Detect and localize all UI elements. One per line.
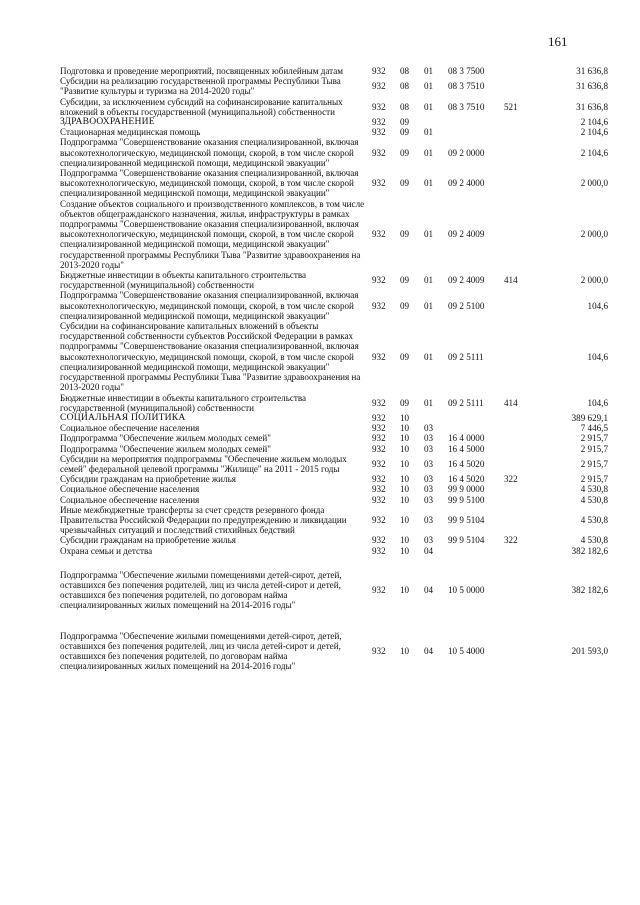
subsection-code: 03 [424,458,434,469]
amount: 2 104,6 [580,117,608,128]
table-row [60,137,608,168]
table-row [60,484,608,494]
section-code: 10 [400,443,410,454]
row-description: СОЦИАЛЬНАЯ ПОЛИТИКА [60,411,186,423]
table-row [60,444,608,454]
section-code: 09 [400,117,410,128]
ministry-code: 932 [372,81,386,92]
row-description: Субсидии на мероприятия подпрограммы "Обеспечение жильем молодых семей" федеральной целевой программы "Жилище" на 2011 - 2015 годы [60,453,347,474]
row-description: Стационарная медицинская помощь [60,127,201,138]
budget-table [60,66,608,671]
subsection-code: 01 [424,101,434,112]
expense-type-code: 322 [504,535,518,546]
amount: 2 000,0 [580,275,608,286]
amount: 2 104,6 [580,127,608,138]
amount: 2 915,7 [580,474,608,485]
page-number: 161 [548,34,568,49]
row-description: Подпрограмма "Обеспечение жилыми помещениями детей-сирот, детей, оставшихся без попечения родителей, лиц из числа детей-сирот и детей, оставшихся без попечения родителей, по договорам найма специализированных жилых помещений на 2014-2016 годы" [60,630,342,672]
ministry-code: 932 [372,147,386,158]
subsection-code: 01 [424,229,434,240]
section-code: 09 [400,275,410,286]
ministry-code: 932 [372,535,386,546]
table-row [60,199,608,270]
section-code: 10 [400,645,410,656]
row-description: Бюджетные инвестиции в объекты капитального строительства государственной (муниципальной) собственности [60,270,307,291]
row-description: Субсидии, за исключением субсидий на софинансирование капитальных вложений в объекты государственной (муниципальной) собственности [60,96,343,117]
target-article-code: 09 2 0000 [448,147,485,158]
subsection-code: 01 [424,397,434,408]
row-description: ЗДРАВООХРАНЕНИЕ [60,116,155,128]
subsection-code: 01 [424,147,434,158]
amount: 104,6 [587,300,608,311]
row-description: Социальное обеспечение населения [60,423,200,434]
ministry-code: 932 [372,412,386,423]
amount: 2 915,7 [580,433,608,444]
amount: 2 104,6 [580,147,608,158]
amount: 4 530,8 [580,484,608,495]
ministry-code: 932 [372,645,386,656]
expense-type-code: 521 [504,101,518,112]
target-article-code: 10 5 4000 [448,645,485,656]
amount: 382 182,6 [571,545,608,556]
subsection-code: 04 [424,585,434,596]
ministry-code: 932 [372,117,386,128]
row-description: Подпрограмма "Обеспечение жилыми помещениями детей-сирот, детей, оставшихся без попечения родителей, лиц из числа детей-сирот и детей, оставшихся без попечения родителей, по договорам найма специализированных жилых помещений на 2014-2016 годы" [60,569,342,611]
expense-type-code: 414 [504,275,518,286]
row-description: Подпрограмма "Совершенствование оказания специализированной, включая высокотехнологическую, медицинской помощи, скорой, в том числе скорой специализированной медицинской помощи, медицинской эвакуации" [60,137,359,168]
section-code: 10 [400,474,410,485]
section-code: 10 [400,585,410,596]
table-row [60,168,608,199]
ministry-code: 932 [372,423,386,434]
expense-type-code: 322 [504,474,518,485]
row-description: Охрана семьи и детства [60,545,153,556]
table-row [60,505,608,536]
row-description: Подпрограмма "Обеспечение жильем молодых семей" [60,443,271,454]
section-code: 10 [400,433,410,444]
ministry-code: 932 [372,300,386,311]
section-code: 09 [400,300,410,311]
subsection-code: 03 [424,474,434,485]
row-description: Подготовка и проведение мероприятий, посвященных юбилейным датам [60,66,344,76]
row-description: Создание объектов социального и производственного комплексов, в том числе объектов общегражданского назначения, жилья, инфраструктуры в рамках подпрограммы "Совершенствование оказания специализированной, включая высокотехнологическую, медицинской помощи, скорой, в том числе скорой специализированной медицинской помощи, медицинской эвакуации" государственной программы Республики Тыва "Развитие здравоохранения на 2013-2020 годы" [60,198,365,270]
target-article-code: 99 9 5100 [448,494,485,505]
amount: 104,6 [587,397,608,408]
row-description: Субсидии гражданам на приобретение жилья [60,474,236,485]
ministry-code: 932 [372,433,386,444]
table-row [60,454,608,474]
target-article-code: 09 2 5111 [448,351,484,362]
subsection-code: 03 [424,494,434,505]
ministry-code: 932 [372,66,386,76]
ministry-code: 932 [372,127,386,138]
row-description: Иные межбюджетные трансферты за счет средств резервного фонда Правительства Российской Федерации по предупреждению и ликвидации чрезвычайных ситуаций и последствий стихийных бедствий [60,504,347,536]
target-article-code: 99 9 5104 [448,535,485,546]
target-article-code: 08 3 7510 [448,81,485,92]
section-code: 10 [400,494,410,505]
ministry-code: 932 [372,443,386,454]
target-article-code: 16 4 5020 [448,474,485,485]
amount: 31 636,8 [576,66,608,76]
table-row [60,413,608,423]
section-code: 10 [400,514,410,525]
section-code: 10 [400,545,410,556]
table-row [60,535,608,545]
section-code: 10 [400,458,410,469]
amount: 389 629,1 [571,412,608,423]
target-article-code: 16 4 5020 [448,458,485,469]
target-article-code: 99 9 5104 [448,514,485,525]
target-article-code: 16 4 5000 [448,443,485,454]
ministry-code: 932 [372,351,386,362]
expense-type-code: 414 [504,397,518,408]
row-description: Подпрограмма "Совершенствование оказания специализированной, включая высокотехнологическую, медицинской помощи, скорой, в том числе скорой специализированной медицинской помощи, медицинской эвакуации" [60,290,359,321]
ministry-code: 932 [372,458,386,469]
ministry-code: 932 [372,474,386,485]
row-description: Субсидии на софинансирование капитальных вложений в объекты государственной собственности субъектов Российской Федерации в рамках подпрограммы "Совершенствование оказания специализированной, включая высокотехнологическую, медицинской помощи, скорой, в том числе скорой специализированной медицинской помощи, медицинской эвакуации" государственной программы Республики Тыва "Развитие здравоохранения на 2013-2020 годы" [60,321,361,393]
ministry-code: 932 [372,397,386,408]
subsection-code: 01 [424,127,434,138]
table-row [60,270,608,290]
table-row [60,433,608,443]
row-description: Бюджетные инвестиции в объекты капитального строительства государственной (муниципальной) собственности [60,392,307,413]
section-code: 08 [400,66,410,76]
ministry-code: 932 [372,494,386,505]
amount: 2 000,0 [580,229,608,240]
table-row [60,631,608,672]
table-row [60,76,608,96]
table-row [60,570,608,611]
subsection-code: 03 [424,535,434,546]
subsection-code: 01 [424,275,434,286]
ministry-code: 932 [372,275,386,286]
amount: 7 446,5 [580,423,608,434]
subsection-code: 01 [424,300,434,311]
target-article-code: 09 2 4009 [448,229,485,240]
target-article-code: 08 3 7500 [448,66,485,76]
ministry-code: 932 [372,484,386,495]
row-description: Социальное обеспечение населения [60,484,200,495]
section-code: 08 [400,81,410,92]
table-row [60,127,608,137]
row-description: Социальное обеспечение населения [60,494,200,505]
subsection-code: 03 [424,433,434,444]
row-description: Субсидии гражданам на приобретение жилья [60,535,236,546]
section-code: 09 [400,229,410,240]
section-code: 10 [400,535,410,546]
amount: 2 915,7 [580,458,608,469]
amount: 31 636,8 [576,101,608,112]
amount: 2 915,7 [580,443,608,454]
target-article-code: 09 2 4000 [448,178,485,189]
ministry-code: 932 [372,514,386,525]
table-row [60,321,608,392]
target-article-code: 16 4 0000 [448,433,485,444]
target-article-code: 09 2 4009 [448,275,485,286]
subsection-code: 04 [424,645,434,656]
table-row [60,290,608,321]
ministry-code: 932 [372,229,386,240]
table-row [60,393,608,413]
amount: 104,6 [587,351,608,362]
table-row [60,66,608,76]
amount: 201 593,0 [571,645,608,656]
target-article-code: 09 2 5111 [448,397,484,408]
table-row [60,474,608,484]
subsection-code: 01 [424,66,434,76]
row-description: Подпрограмма "Обеспечение жильем молодых семей" [60,433,271,444]
section-code: 10 [400,423,410,434]
row-description: Подпрограмма "Совершенствование оказания специализированной, включая высокотехнологическую, медицинской помощи, скорой, в том числе скорой специализированной медицинской помощи, медицинской эвакуации" [60,168,359,199]
section-code: 09 [400,127,410,138]
table-row [60,97,608,117]
target-article-code: 09 2 5100 [448,300,485,311]
section-code: 08 [400,101,410,112]
amount: 31 636,8 [576,81,608,92]
amount: 4 530,8 [580,494,608,505]
subsection-code: 01 [424,81,434,92]
table-row [60,117,608,127]
amount: 4 530,8 [580,514,608,525]
section-code: 09 [400,147,410,158]
section-code: 09 [400,178,410,189]
subsection-code: 01 [424,178,434,189]
section-code: 10 [400,484,410,495]
section-code: 09 [400,351,410,362]
table-row [60,423,608,433]
subsection-code: 04 [424,545,434,556]
ministry-code: 932 [372,101,386,112]
target-article-code: 10 5 0000 [448,585,485,596]
subsection-code: 03 [424,443,434,454]
section-code: 09 [400,397,410,408]
section-code: 10 [400,412,410,423]
ministry-code: 932 [372,178,386,189]
amount: 382 182,6 [571,585,608,596]
target-article-code: 99 9 0000 [448,484,485,495]
table-row [60,546,608,556]
amount: 4 530,8 [580,535,608,546]
ministry-code: 932 [372,585,386,596]
ministry-code: 932 [372,545,386,556]
table-row [60,495,608,505]
target-article-code: 08 3 7510 [448,101,485,112]
subsection-code: 03 [424,514,434,525]
subsection-code: 01 [424,351,434,362]
subsection-code: 03 [424,423,434,434]
amount: 2 000,0 [580,178,608,189]
subsection-code: 03 [424,484,434,495]
row-description: Субсидии на реализацию государственной программы Республики Тыва "Развитие культуры и туризма на 2014-2020 годы" [60,76,341,97]
